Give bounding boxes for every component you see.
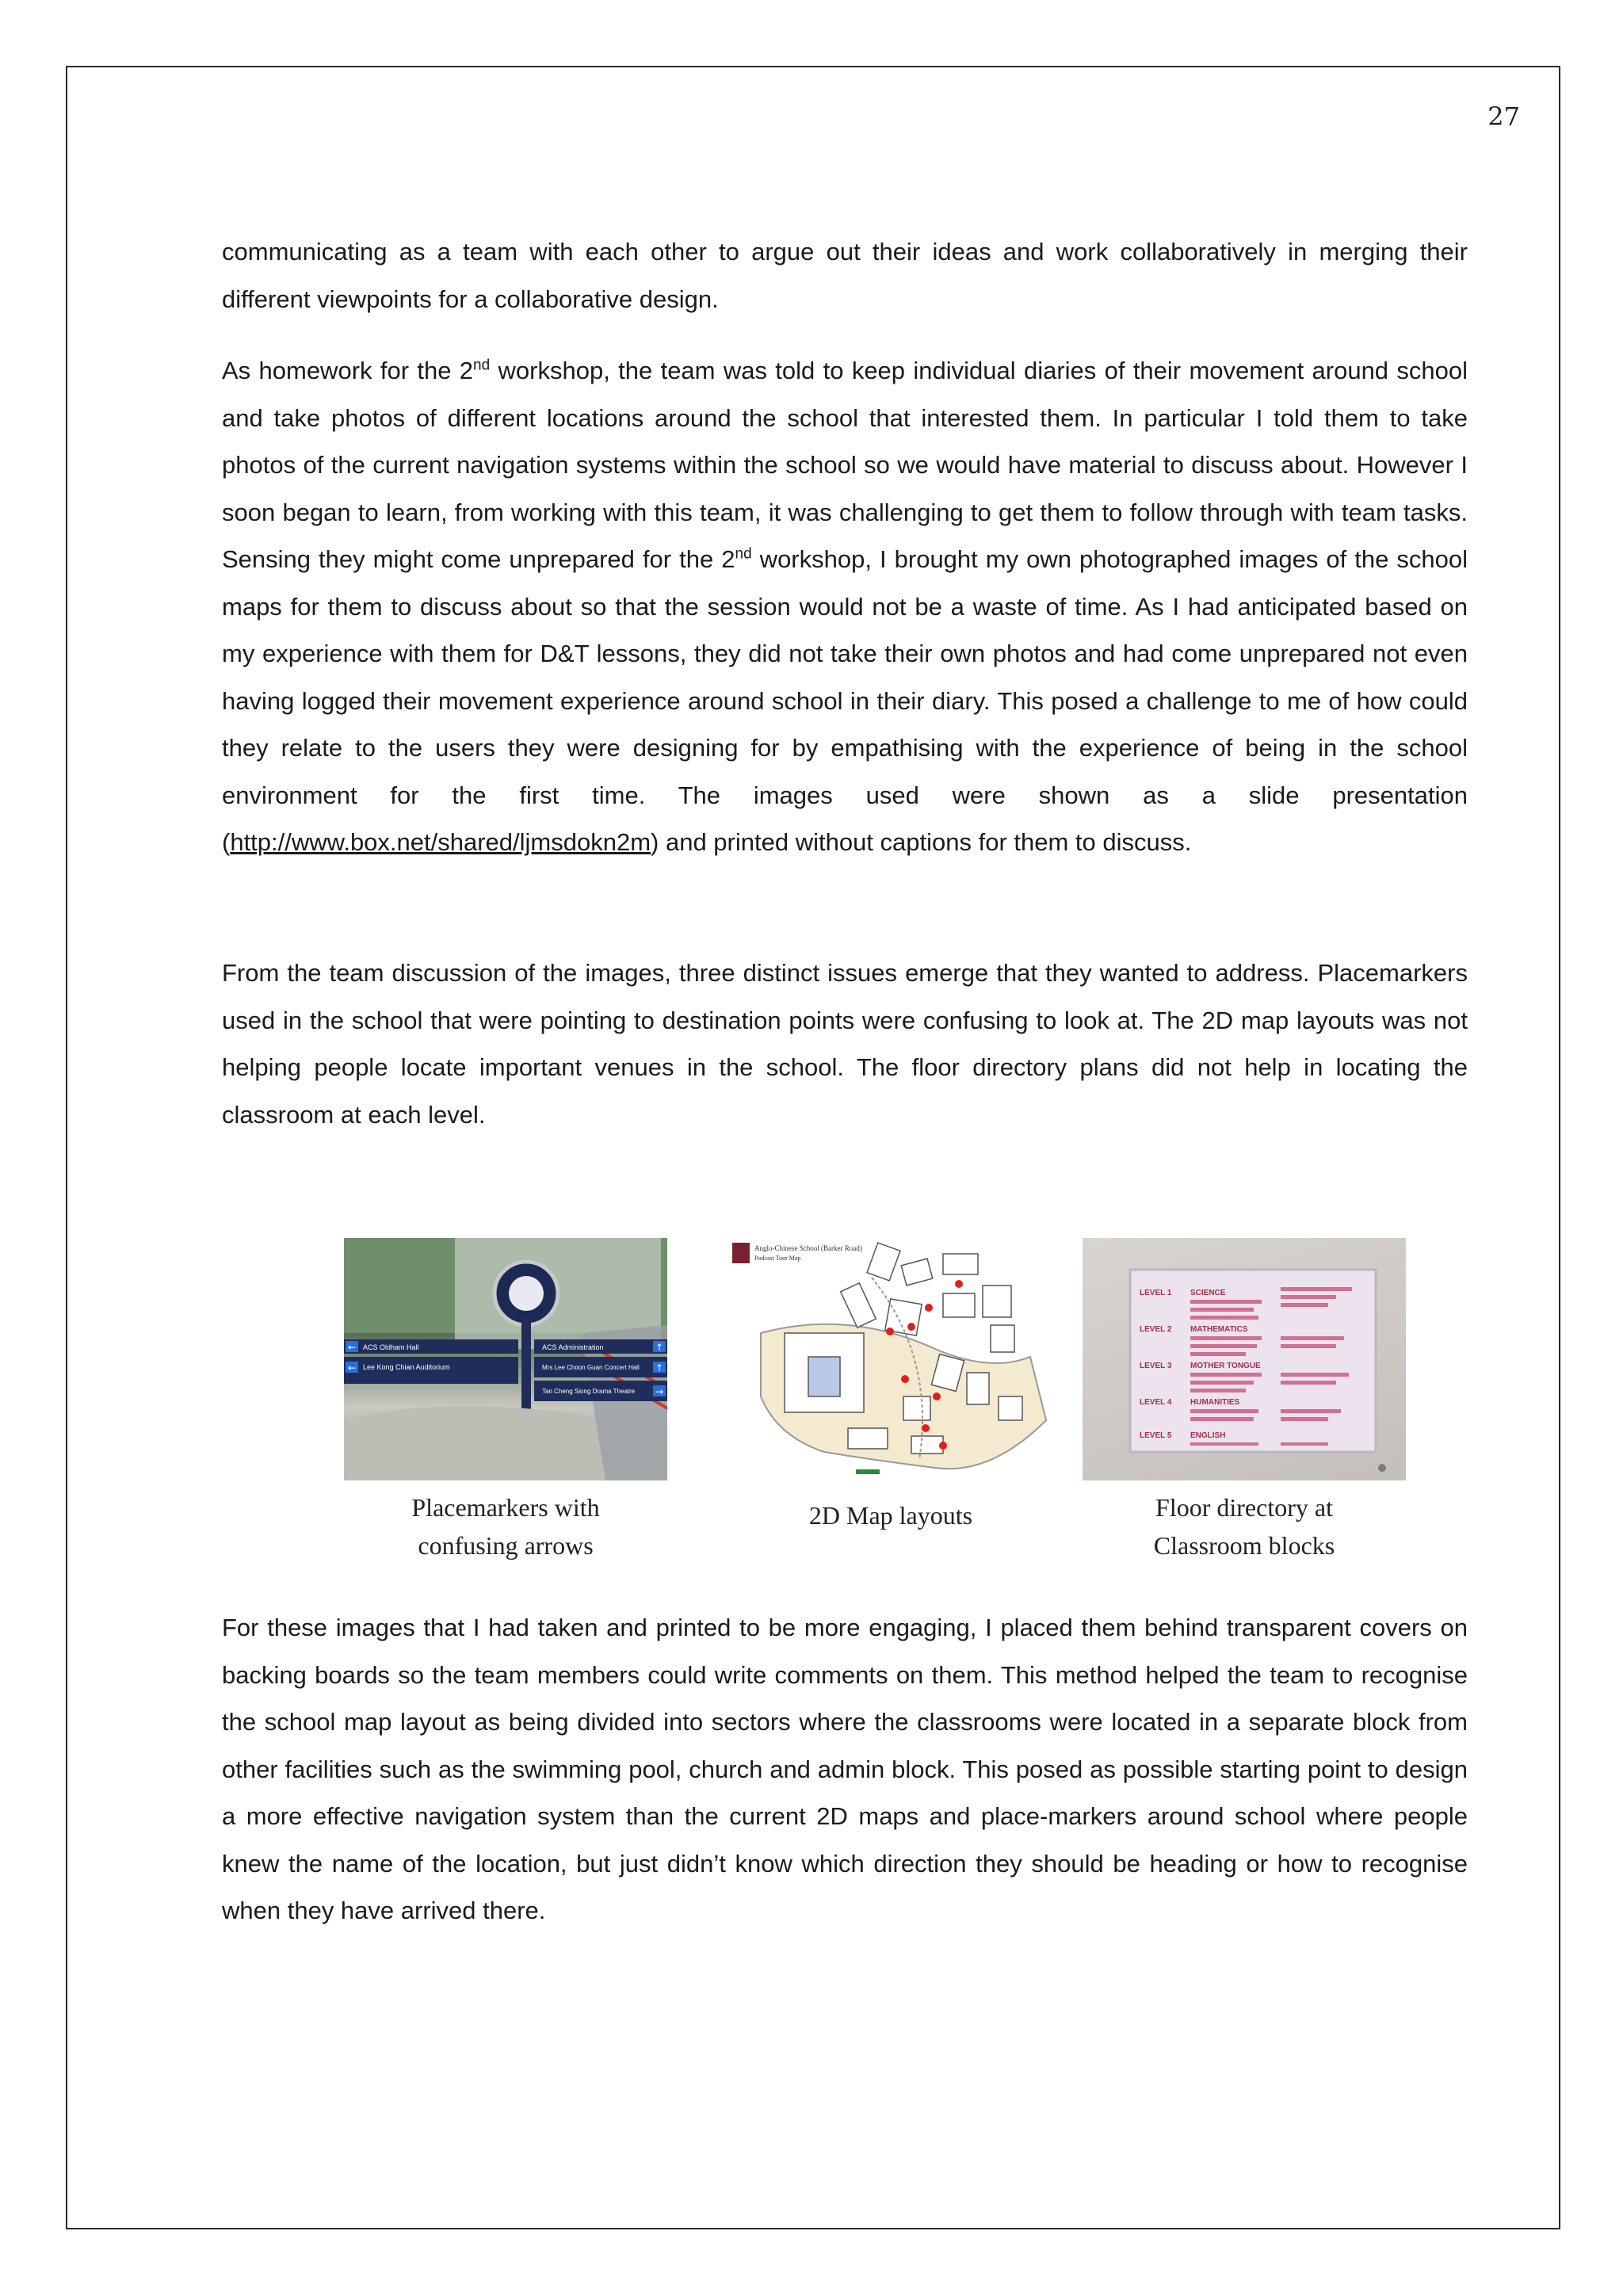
caption-2d-map <box>729 1496 1052 1534</box>
sign-label: Mrs Lee Choon Guan Concert Hall <box>542 1364 640 1371</box>
level-label: LEVEL 2 <box>1140 1325 1172 1334</box>
svg-text:↑: ↑ <box>655 1342 664 1353</box>
sign-label: Lee Kong Chian Auditorium <box>363 1363 450 1371</box>
subject-label: MATHEMATICS <box>1190 1325 1248 1334</box>
paragraph-2 <box>222 347 1468 866</box>
svg-text:←: ← <box>347 1362 357 1373</box>
floor-directory-photo <box>1083 1238 1406 1480</box>
sign-label: ACS Administration <box>542 1343 604 1351</box>
paragraph-1: communicating as a team with each other to argue out their ideas and work collaboratively in merging their different viewpoints for a collaborative design. <box>222 238 1468 313</box>
floor-directory-illustration <box>1083 1238 1406 1480</box>
subject-label: MOTHER TONGUE <box>1190 1362 1261 1370</box>
slide-presentation-link[interactable]: http://www.box.net/shared/ljmsdokn2m <box>230 828 651 856</box>
sign-label: ACS Oldham Hall <box>363 1343 419 1351</box>
figure-placemarkers <box>344 1238 667 1564</box>
map-image <box>729 1238 1052 1480</box>
level-label: LEVEL 3 <box>1140 1362 1172 1370</box>
figure-row <box>0 1238 1623 1571</box>
placemarker-illustration <box>344 1238 667 1480</box>
figure-floor-directory <box>1083 1238 1406 1564</box>
superscript-nd: nd <box>735 545 752 563</box>
svg-text:←: ← <box>347 1342 357 1353</box>
caption-line: confusing arrows <box>418 1531 594 1560</box>
caption-line: Classroom blocks <box>1153 1531 1335 1560</box>
sign-label: Tan Cheng Siong Drama Theatre <box>542 1388 636 1395</box>
paragraph-4: For these images that I had taken and printed to be more engaging, I placed them behind transparent covers on backing boards so the team members could write comments on them. This method helped the team to recognise the school map layout as being divided into sectors where the classrooms were located in a separate block from other facilities such as the swimming pool, church and admin block. This posed as possible starting point to design a more effective navigation system than the current 2D maps and place-markers around school where people knew the name of the location, but just didn’t know which direction they should be heading or how to recognise when they have arrived there. <box>222 1614 1468 1924</box>
map-title: Anglo-Chinese School (Barker Road) <box>754 1244 862 1252</box>
caption-line: Placemarkers with <box>411 1493 600 1522</box>
map-subtitle: Podcast Tour Map <box>754 1255 801 1262</box>
superscript-nd: nd <box>473 357 491 374</box>
caption-floor-directory <box>1083 1488 1406 1564</box>
paragraph-2-text-d: ) and printed without captions for them to discuss. <box>651 828 1192 856</box>
level-label: LEVEL 1 <box>1140 1289 1172 1297</box>
svg-text:→: → <box>655 1386 664 1397</box>
subject-label: HUMANITIES <box>1190 1398 1240 1407</box>
map-illustration <box>729 1238 1052 1480</box>
svg-text:↑: ↑ <box>655 1362 664 1373</box>
paragraph-2-text-a: As homework for the 2 <box>222 357 474 384</box>
level-label: LEVEL 4 <box>1140 1398 1172 1407</box>
caption-line: 2D Map layouts <box>808 1501 973 1530</box>
figure-2d-map <box>729 1238 1052 1534</box>
subject-label: SCIENCE <box>1190 1289 1226 1297</box>
page-number: 27 <box>1487 101 1520 132</box>
paragraph-2-text-c: workshop, I brought my own photographed images of the school maps for them to discuss about so that the session would not be a waste of time. As I had anticipated based on my experience with them for D&T lessons, they did not take their own photos and had come unprepared not even having logged their movement experience around school in their diary. This posed a challenge to me of how could they relate to the users they were designing for by empathising with the experience of being in the school environment for the first time. The images used were shown as a slide presentation ( <box>222 545 1468 856</box>
paragraph-2-text-b: workshop, the team was told to keep individual diaries of their movement around school and take photos of different locations around the school that interested them. In particular I told them to take photos of the current navigation systems within the school so we would have material to discuss about. However I soon began to learn, from working with this team, it was challenging to get them to follow through with team tasks. Sensing they might come unprepared for the 2 <box>222 357 1468 573</box>
subject-label: ENGLISH <box>1190 1431 1226 1440</box>
caption-line: Floor directory at <box>1155 1493 1333 1522</box>
caption-placemarkers <box>344 1488 667 1564</box>
paragraph-3: From the team discussion of the images, three distinct issues emerge that they wanted to address. Placemarkers used in the school that were pointing to destination points were confusing to look at. The 2D map layouts was not helping people locate important venues in the school. The floor directory plans did not help in locating the classroom at each level. <box>222 959 1468 1129</box>
placemarker-photo <box>344 1238 667 1480</box>
level-label: LEVEL 5 <box>1140 1431 1172 1440</box>
